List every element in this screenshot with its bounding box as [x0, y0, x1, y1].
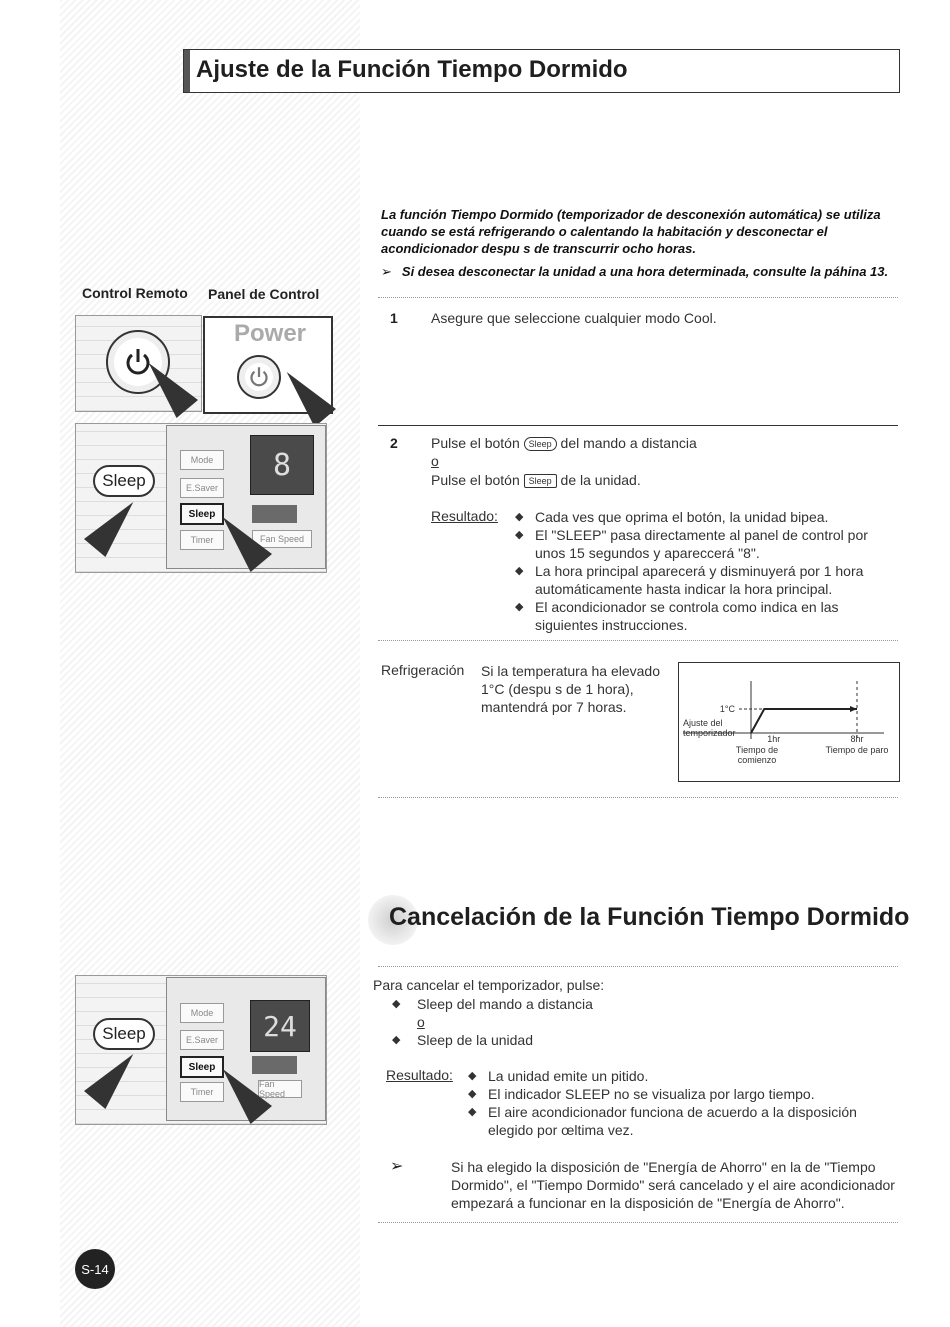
cancel-title: Cancelación de la Función Tiempo Dormido [389, 903, 910, 931]
result-item: ◆ Cada ves que oprima el botón, la unidad bipea. [515, 508, 895, 526]
unit-timer-button: Timer [180, 530, 224, 550]
step-2-pre-2: Pulse el botón [431, 472, 520, 488]
fan-bar [252, 1056, 297, 1074]
result-list [515, 508, 895, 634]
step-1-text: Asegure que seleccione cualquier modo Cool. [431, 310, 717, 326]
cancel-note: Si ha elegido la disposición de "Energía de Ahorro" en la de "Tiempo Dormido", el "Tiempo Dormido" será cancelado y el aire acondicionador empezará a funcionar en la disposición de "Energía de Ahorro". [451, 1159, 895, 1211]
step-2-number: 2 [390, 435, 398, 451]
unit-display: 8 [250, 435, 314, 495]
fan-bar [252, 505, 297, 523]
unit-mode-button: Mode [180, 1003, 224, 1023]
sleep-button: Sleep [93, 465, 155, 497]
result-item: ◆ La hora principal aparecerá y disminuyerá por 1 hora automáticamente hasta indicar la hora principal. [515, 562, 895, 598]
divider [378, 425, 898, 426]
divider [378, 1222, 898, 1223]
chart-timer-label: Ajuste del [683, 718, 723, 728]
sleep-key-icon: Sleep [524, 474, 557, 488]
page-title: Ajuste de la Función Tiempo Dormido [196, 56, 628, 83]
page-number-badge: S-14 [75, 1249, 115, 1289]
chart-svg [679, 663, 899, 781]
chart-x-tick: 8hr [850, 734, 864, 744]
panel-power-button [237, 355, 281, 399]
chart-start-label: comienzo [737, 755, 777, 765]
cancel-or: o [417, 1014, 425, 1030]
chart-arrow-head [850, 706, 857, 712]
step-2-or: o [431, 453, 439, 469]
result-item: ◆ El aire acondicionador funciona de acuerdo a la disposición elegido por œltima vez. [468, 1103, 888, 1139]
chart-start-label: Tiempo de [735, 745, 779, 755]
result-item: ◆ El "SLEEP" pasa directamente al panel de control por unos 15 segundos y apareccerá "8". [515, 526, 895, 562]
fan-speed-button: Fan Speed [252, 530, 312, 548]
divider [378, 797, 898, 798]
refrigeration-text: Si la temperatura ha elevado 1°C (despu s de 1 hora), mantendrá por 7 horas. [481, 663, 660, 715]
result-item: ◆ La unidad emite un pitido. [468, 1067, 888, 1085]
chart-y-tick: 1°C [719, 704, 735, 714]
divider [378, 640, 898, 641]
chart-timer-label: temporizador [683, 728, 736, 738]
unit-sleep-button: Sleep [180, 1056, 224, 1078]
unit-mode-button: Mode [180, 450, 224, 470]
unit-esaver-button: E.Saver [180, 478, 224, 498]
unit-display: 24 [250, 1000, 310, 1052]
step-1-number: 1 [390, 310, 398, 326]
power-icon [247, 365, 271, 389]
unit-timer-button: Timer [180, 1082, 224, 1102]
chart-x-tick: 1hr [767, 734, 781, 744]
sleep-key-icon: Sleep [524, 437, 557, 451]
sleep-button: Sleep [93, 1018, 155, 1050]
cancel-option: ◆ Sleep de la unidad [392, 1031, 593, 1049]
sidebar-background [60, 0, 360, 1327]
cancel-option: ◆ Sleep del mando a distancia [392, 995, 593, 1013]
result-label: Resultado: [431, 508, 498, 524]
remote-illustration [75, 315, 202, 412]
sleep-chart [678, 662, 900, 782]
cancel-result-label: Resultado: [386, 1067, 453, 1083]
intro-note [381, 264, 906, 280]
unit-sleep-button: Sleep [180, 503, 224, 525]
result-item: ◆ El indicador SLEEP no se visualiza por largo tiempo. [468, 1085, 888, 1103]
chart-series-line [751, 709, 857, 733]
result-item: ◆ El acondicionador se controla como indica en las siguientes instrucciones. [515, 598, 895, 634]
step-2-line-1 [431, 435, 697, 451]
label-remote: Control Remoto [82, 285, 188, 301]
panel-power-label: Power [234, 320, 307, 347]
chart-stop-label: Tiempo de paro [825, 745, 889, 755]
step-2-pre: Pulse el botón [431, 435, 520, 451]
intro-text: La función Tiempo Dormido (temporizador de desconexión automática) se utiliza cuando se está refrigerando o calentando la habitación y desconectar el acondicionador despu s de transcurrir ocho horas. [381, 207, 881, 256]
refrigeration-label: Refrigeración [381, 662, 465, 678]
cancel-options [392, 995, 593, 1049]
note-arrow-icon: ➢ [390, 1158, 404, 1175]
cancel-intro: Para cancelar el temporizador, pulse: [373, 977, 605, 993]
step-2-line-2 [431, 472, 641, 488]
divider [378, 966, 898, 967]
step-2-post-2: de la unidad. [560, 472, 641, 488]
intro-note-text: Si desea desconectar la unidad a una hora determinada, consulte la páhina 13. [401, 264, 889, 279]
label-panel: Panel de Control [208, 286, 320, 302]
divider [378, 297, 898, 298]
fan-speed-button: Fan Speed [258, 1080, 302, 1098]
step-2-post: del mando a distancia [560, 435, 697, 451]
note-arrow-icon: ➢ [381, 264, 392, 279]
cancel-result-list [468, 1067, 888, 1139]
unit-esaver-button: E.Saver [180, 1030, 224, 1050]
